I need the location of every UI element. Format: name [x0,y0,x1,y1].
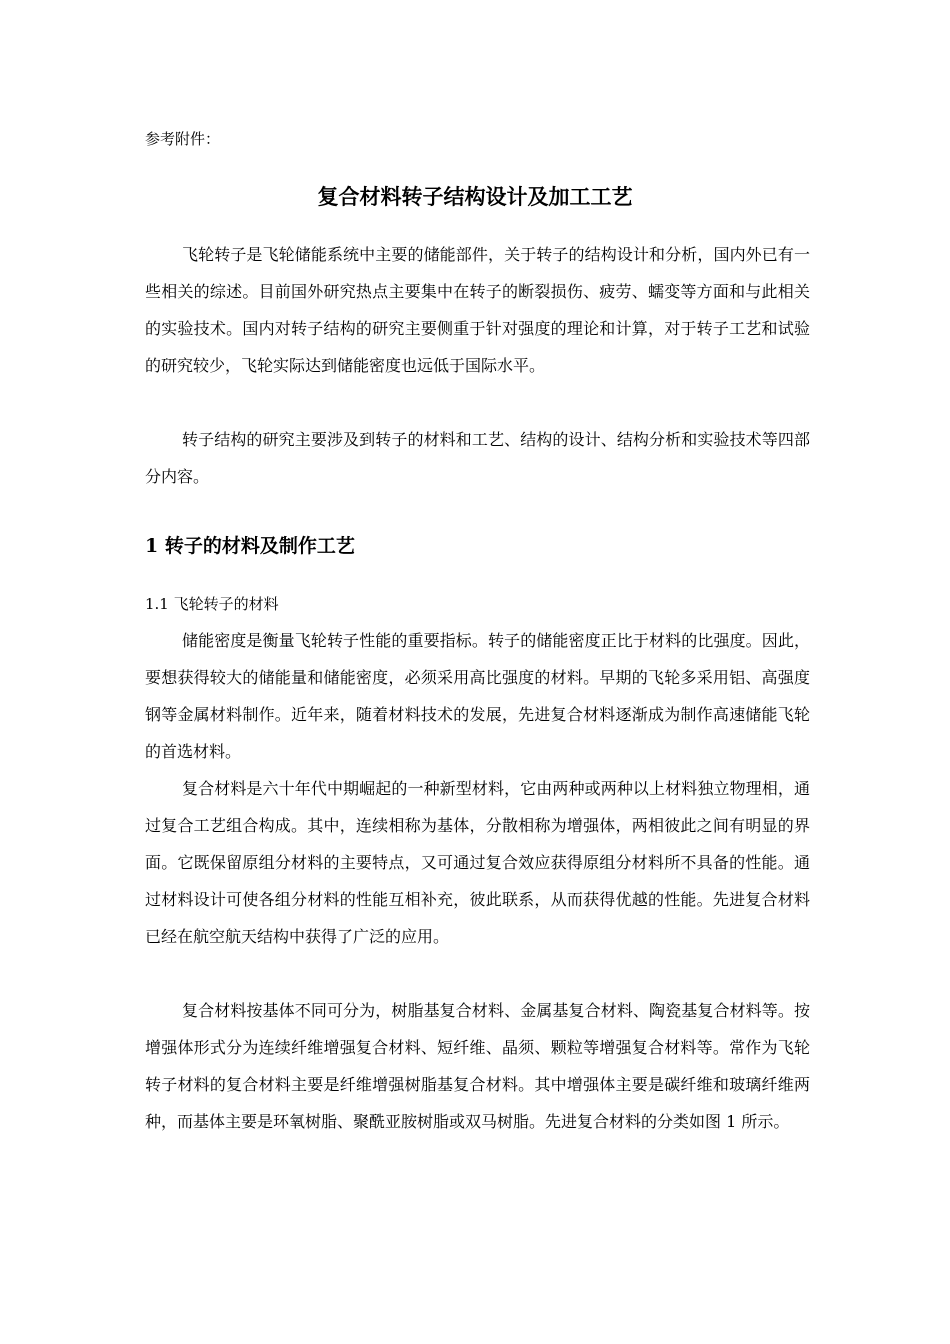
intro-paragraph-1: 飞轮转子是飞轮储能系统中主要的储能部件，关于转子的结构设计和分析，国内外已有一些相关的综述。目前国外研究热点主要集中在转子的断裂损伤、疲劳、蠕变等方面和与此相关的实验技术。国内对转子结构的研究主要侧重于针对强度的理论和计算，对于转子工艺和试验的研究较少，飞轮实际达到储能密度也远低于国际水平。 [145,245,810,375]
document-title: 复合材料转子结构设计及加工工艺 [317,184,633,209]
intro-paragraph-2: 转子结构的研究主要涉及到转子的材料和工艺、结构的设计、结构分析和实验技术等四部分内容。 [145,430,810,486]
body-paragraph-1: 储能密度是衡量飞轮转子性能的重要指标。转子的储能密度正比于材料的比强度。因此，要想获得较大的储能量和储能密度，必须采用高比强度的材料。早期的飞轮多采用铝、高强度钢等金属材料制作。近年来，随着材料技术的发展，先进复合材料逐渐成为制作高速储能飞轮的首选材料。 [145,631,810,761]
body-paragraph-3: 复合材料按基体不同可分为，树脂基复合材料、金属基复合材料、陶瓷基复合材料等。按增强体形式分为连续纤维增强复合材料、短纤维、晶须、颗粒等增强复合材料等。常作为飞轮转子材料的复合材料主要是纤维增强树脂基复合材料。其中增强体主要是碳纤维和玻璃纤维两种，而基体主要是环氧树脂、聚酰亚胺树脂或双马树脂。先进复合材料的分类如图 1 所示。 [145,1001,810,1131]
body-paragraph-2: 复合材料是六十年代中期崛起的一种新型材料，它由两种或两种以上材料独立物理相，通过复合工艺组合构成。其中，连续相称为基体，分散相称为增强体，两相彼此之间有明显的界面。它既保留原组分材料的主要特点，又可通过复合效应获得原组分材料所不具备的性能。通过材料设计可使各组分材料的性能互相补充，彼此联系，从而获得优越的性能。先进复合材料已经在航空航天结构中获得了广泛的应用。 [145,779,810,946]
section-heading: 1 转子的材料及制作工艺 [145,535,355,557]
attachment-label: 参考附件： [145,130,221,148]
subsection-heading: 1.1 飞轮转子的材料 [145,595,279,613]
